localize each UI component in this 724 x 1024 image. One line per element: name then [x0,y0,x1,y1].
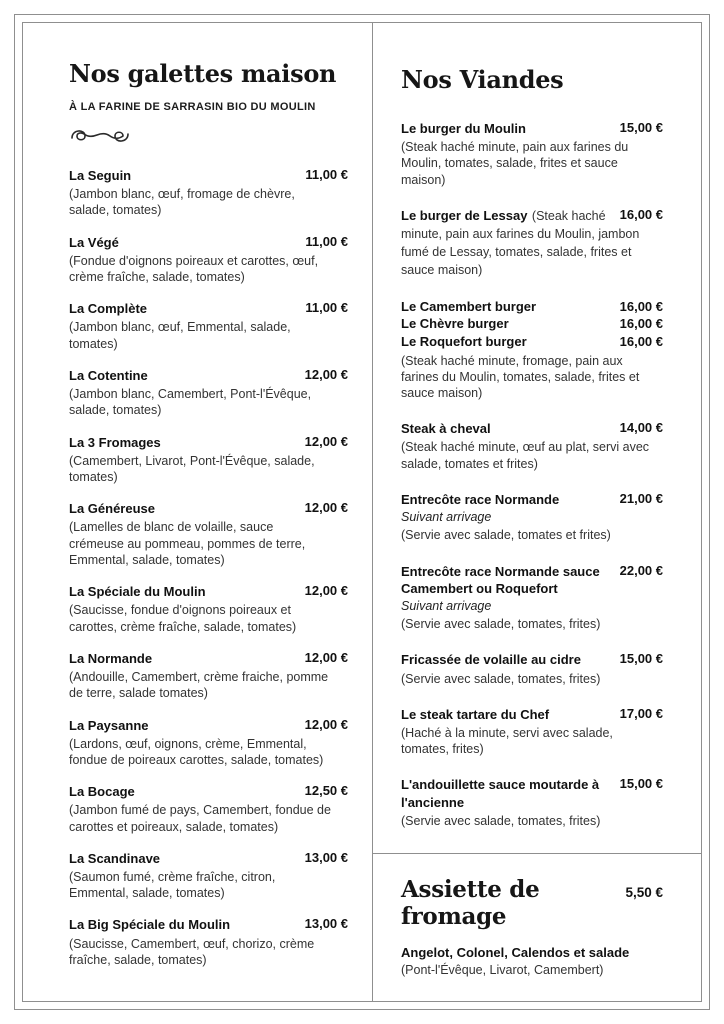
item-desc: (Saucisse, Camembert, œuf, chorizo, crème fraîche, salade, tomates) [69,936,315,967]
menu-item [401,298,663,401]
inner-frame [22,22,702,1002]
item-name: Le Roquefort burger [401,334,527,349]
item-price: 12,00 € [304,500,348,516]
item-price: 12,00 € [304,433,348,449]
viandes-title: Nos Viandes [401,65,564,94]
viandes-items [401,120,663,848]
item-price: 12,00 € [304,716,348,732]
item-desc: (Saumon fumé, crème fraîche, citron, Emmental, salade, tomates) [69,869,276,901]
item-name: La Cotentine [69,367,148,383]
item-price: 11,00 € [305,300,348,316]
item-name: Entrecôte race Normande sauce Camembert ou Roquefort [401,563,600,596]
item-price: 12,50 € [304,783,348,799]
flourish-icon [69,123,348,147]
item-desc: (Servie avec salade, tomates, frites) [401,617,601,632]
fromage-desc: (Pont-l'Évêque, Livarot, Camembert) [401,963,604,977]
menu-item [69,434,348,486]
item-price: 16,00 € [619,334,663,349]
menu-item [69,234,348,286]
item-price: 15,00 € [619,651,663,667]
item-price: 12,00 € [304,583,348,599]
item-name: Le Chèvre burger [401,316,509,332]
galettes-title: Nos galettes maison [69,59,337,88]
menu-item [401,706,663,758]
item-desc: (Fondue d'oignons poireaux et carottes, œuf, crème fraîche, salade, tomates) [69,253,319,285]
item-price: 16,00 € [619,316,663,332]
galettes-subtitle: À LA FARINE DE SARRASIN BIO DU MOULIN [69,101,316,113]
fromage-cheeses: Angelot, Colonel, Calendos et salade [401,945,630,960]
item-desc: (Servie avec salade, tomates, frites) [401,671,601,686]
item-price: 15,00 € [619,776,663,792]
menu-item [69,850,348,902]
item-desc: (Jambon blanc, œuf, Emmental, salade, tomates) [69,320,291,351]
item-name: La Big Spéciale du Moulin [69,917,231,933]
viandes-section [373,23,701,1001]
item-name: La Spéciale du Moulin [69,584,206,600]
menu-item [401,491,663,544]
item-price: 12,00 € [304,649,348,665]
item-name: La Généreuse [69,501,155,517]
item-price: 14,00 € [619,420,663,436]
item-name: La Bocage [69,784,135,800]
menu-item [69,783,348,835]
item-desc: (Servie avec salade, tomates, frites) [401,813,601,828]
item-price: 15,00 € [619,120,663,135]
item-price: 12,00 € [304,366,348,382]
item-price: 16,00 € [619,298,663,314]
menu-item [401,420,663,472]
menu-item-line [401,315,663,333]
item-desc: (Steak haché minute, fromage, pain aux farines du Moulin, tomates, salade, frites et sauce maison) [401,353,640,401]
menu-item [401,776,663,829]
item-desc: (Andouille, Camembert, crème fraiche, pomme de terre, salade tomates) [69,670,329,701]
item-name: La Seguin [69,168,132,183]
fromage-price: 5,50 € [625,885,663,900]
item-name: Le Camembert burger [401,298,537,314]
item-name: La Complète [69,301,148,317]
item-name: La Normande [69,650,153,666]
item-desc: (Lamelles de blanc de volaille, sauce crémeuse au pommeau, pommes de terre, Emmental, salade, tomates) [69,520,306,567]
menu-item [401,120,663,188]
fromage-title: Assiette de fromage [401,876,540,930]
item-price: 16,00 € [619,206,663,222]
item-price: 13,00 € [304,916,348,932]
menu-item [69,650,348,702]
item-name: L'andouillette sauce moutarde à l'ancienne [401,777,600,810]
item-desc: (Haché à la minute, servi avec salade, tomates, frites) [401,725,613,757]
item-desc: (Jambon blanc, œuf, fromage de chèvre, salade, tomates) [69,187,295,218]
galettes-items [69,167,348,968]
item-name: La Végé [69,234,119,250]
menu-item-line [401,333,663,351]
menu-item [69,167,348,219]
item-name: La Scandinave [69,850,161,866]
menu-item [69,583,348,635]
item-desc: (Camembert, Livarot, Pont-l'Évêque, salade, tomates) [69,453,315,485]
item-name: La Paysanne [69,717,149,733]
item-name: Entrecôte race Normande [401,491,560,507]
fromage-header [401,876,663,930]
item-desc: (Jambon fumé de pays, Camembert, fondue de carottes et poireaux, salade, tomates) [69,803,331,834]
menu-item [69,367,348,419]
item-price: 11,00 € [305,167,348,182]
item-desc: (Steak haché minute, œuf au plat, servi avec salade, tomates et frites) [401,440,650,471]
item-name: Le steak tartare du Chef [401,706,550,722]
item-name: Le burger du Moulin [401,121,526,136]
item-desc: (Lardons, œuf, oignons, crème, Emmental, fondue de poireaux carottes, salade, tomates) [69,736,324,767]
fromage-section [373,853,701,1001]
item-price: 17,00 € [619,705,663,721]
item-name: Steak à cheval [401,421,491,437]
menu-item [69,500,348,568]
item-name: Le burger de Lessay [401,207,528,223]
menu-item [69,300,348,352]
item-desc: (Steak haché minute, pain aux farines du Moulin, jambon fumé de Lessay, tomates, salade, frites et sauce maison) [401,208,640,277]
item-price: 13,00 € [304,849,348,865]
item-note: Suivant arrivage [401,510,492,525]
galettes-section [23,23,373,1001]
item-price: 11,00 € [305,233,348,249]
item-name: La 3 Fromages [69,434,161,450]
item-desc: (Steak haché minute, pain aux farines du Moulin, tomates, salade, frites et sauce maison) [401,140,629,187]
menu-item [69,717,348,769]
menu-item [401,207,663,279]
item-desc: (Servie avec salade, tomates et frites) [401,528,611,543]
menu-item [401,563,663,633]
item-desc: (Jambon blanc, Camembert, Pont-l'Évêque, salade, tomates) [69,387,312,418]
menu-item [401,651,663,686]
item-price: 21,00 € [619,490,663,506]
item-desc: (Saucisse, fondue d'oignons poireaux et carottes, crème fraîche, salade, tomates) [69,603,297,634]
item-note: Suivant arrivage [401,598,492,613]
item-price: 22,00 € [619,562,663,578]
item-name: Fricassée de volaille au cidre [401,652,581,668]
menu-item-line [401,298,663,316]
menu-item [69,916,348,968]
